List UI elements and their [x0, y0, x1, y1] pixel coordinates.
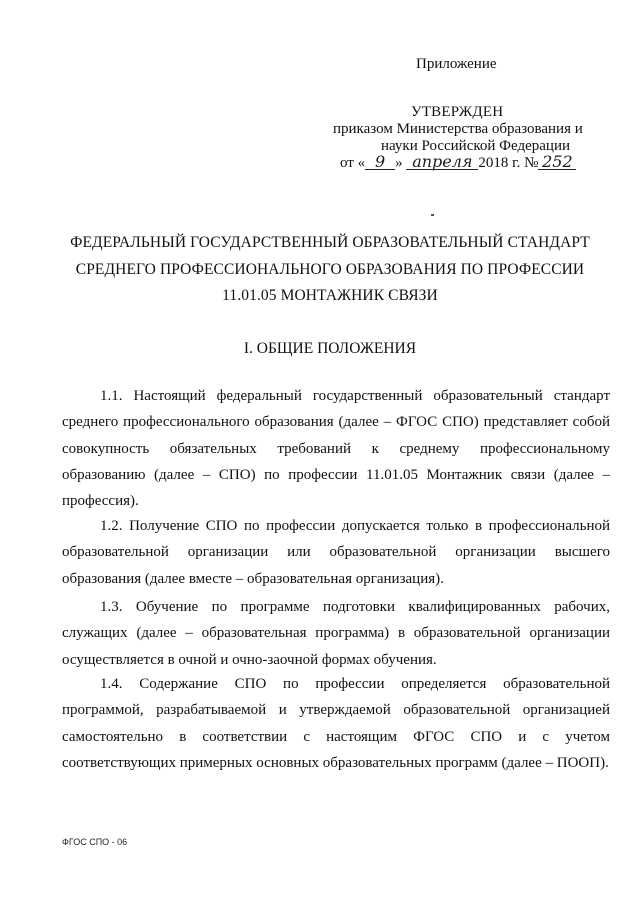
approved-label: УТВЕРЖДЕН: [411, 104, 504, 120]
date-mid: »: [395, 155, 403, 171]
paragraph-1-3: [62, 594, 610, 673]
date-year: 2018 г. №: [478, 155, 539, 171]
handwritten-day: 9: [365, 155, 395, 170]
appendix-label: Приложение: [416, 56, 497, 72]
handwritten-number: 252: [538, 155, 576, 170]
footer-code: ФГОС СПО - 06: [62, 837, 128, 847]
standard-title-line-2: СРЕДНЕГО ПРОФЕССИОНАЛЬНОГО ОБРАЗОВАНИЯ ПО ПРОФЕССИИ: [75, 261, 585, 278]
handwritten-month: апреля: [406, 155, 478, 170]
order-line-2: науки Российской Федерации: [381, 138, 571, 154]
paragraph-1-4: [62, 671, 610, 776]
paragraph-text: 1.1. Настоящий федеральный государственный образовательный стандарт среднего профессионального образования (далее – ФГОС СПО) представляет собой совокупность обязательных требований к среднему профессиональному образованию (далее – СПО) по профессии 11.01.05 Монтажник связи (далее – профессия).: [62, 388, 610, 510]
date-prefix: от «: [340, 155, 366, 171]
standard-title-line-3: 11.01.05 МОНТАЖНИК СВЯЗИ: [222, 287, 438, 304]
standard-title-line-1: ФЕДЕРАЛЬНЫЙ ГОСУДАРСТВЕННЫЙ ОБРАЗОВАТЕЛЬНЫЙ СТАНДАРТ: [70, 234, 590, 251]
scan-speck: [431, 214, 434, 216]
order-date-line: [340, 152, 576, 172]
paragraph-text: 1.4. Содержание СПО по профессии определяется образовательной программой, разрабатываемой и утверждаемой образовательной организацией самостоятельно в соответствии с настоящим ФГОС СПО и с учетом соответствующих примерных основных образовательных программ (далее – ПООП).: [62, 676, 610, 771]
paragraph-1-1: [62, 383, 610, 514]
paragraph-text: 1.3. Обучение по программе подготовки квалифицированных рабочих, служащих (далее – образовательная программа) в образовательной организации осуществляется в очной и очно-заочной формах обучения.: [62, 599, 610, 668]
section-heading: I. ОБЩИЕ ПОЛОЖЕНИЯ: [243, 340, 417, 357]
paragraph-text: 1.2. Получение СПО по профессии допускается только в профессиональной образовательной организации или образовательной организации высшего образования (далее вместе – образовательная организация).: [62, 518, 610, 587]
paragraph-1-2: [62, 513, 610, 592]
order-line-1: приказом Министерства образования и: [333, 121, 583, 137]
